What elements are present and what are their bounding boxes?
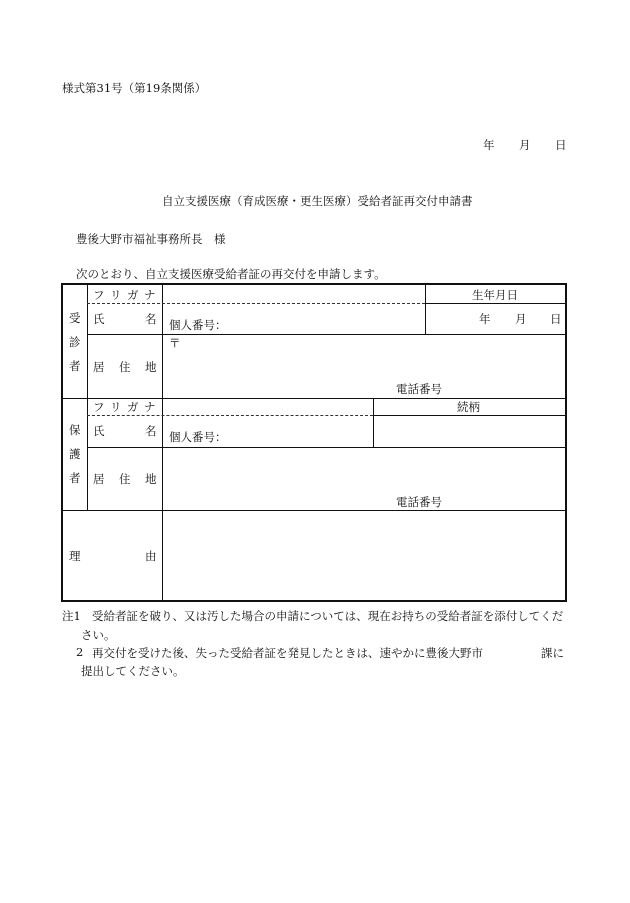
note2-prefix: 2 xyxy=(76,645,84,659)
patient-name-char-2: 名 xyxy=(145,312,157,326)
label-column-divider xyxy=(162,285,163,600)
patient-address-char-1: 居 xyxy=(93,360,105,374)
patient-address-char-2: 住 xyxy=(119,360,131,374)
patient-furigana-char-2: リ xyxy=(110,288,122,302)
guardian-furigana-char-4: ナ xyxy=(144,400,156,414)
patient-name-char-1: 氏 xyxy=(93,312,105,326)
guardian-furigana-line xyxy=(87,415,373,416)
guardian-mynumber-label: 個人番号： xyxy=(169,430,227,444)
guardian-name-char-2: 名 xyxy=(145,424,157,438)
patient-furigana-line xyxy=(87,303,425,304)
guardian-section-bottom-line xyxy=(63,510,565,511)
relation-label: 続柄 xyxy=(457,400,480,414)
patient-mynumber-label: 個人番号： xyxy=(169,318,227,332)
note2-line2: 提出してください。 xyxy=(81,664,185,678)
birth-day-label: 日 xyxy=(550,312,562,326)
patient-furigana-char-3: ガ xyxy=(127,288,139,302)
guardian-group-char-3: 者 xyxy=(69,471,81,485)
patient-phone-label: 電話番号 xyxy=(396,382,442,396)
patient-furigana-char-1: フ xyxy=(93,288,105,302)
document-title: 自立支援医療（育成医療・更生医療）受給者証再交付申請書 xyxy=(162,194,473,208)
patient-group-char-2: 診 xyxy=(69,335,81,349)
patient-group-char-1: 受 xyxy=(69,311,81,325)
birth-year-label: 年 xyxy=(479,312,491,326)
postal-mark: 〒 xyxy=(169,336,181,350)
note2-line1: 再交付を受けた後、失った受給者証を発見したときは、速やかに豊後大野市 xyxy=(92,646,483,660)
birth-month-label: 月 xyxy=(515,312,527,326)
guardian-phone-label: 電話番号 xyxy=(396,495,442,509)
date-month-label: 月 xyxy=(519,138,531,152)
reason-char-2: 由 xyxy=(145,549,157,563)
guardian-furigana-char-3: ガ xyxy=(127,400,139,414)
date-year-label: 年 xyxy=(483,138,495,152)
intro-text: 次のとおり、自立支援医療受給者証の再交付を申請します。 xyxy=(76,267,386,281)
addressee: 豊後大野市福祉事務所長 様 xyxy=(76,232,226,246)
note1-line2: さい。 xyxy=(81,628,116,642)
note1-line1: 受給者証を破り、又は汚した場合の申請については、現在お持ちの受給者証を添付してくだ xyxy=(92,609,564,623)
date-day-label: 日 xyxy=(555,138,567,152)
patient-furigana-char-4: ナ xyxy=(144,288,156,302)
application-form-table xyxy=(61,283,567,602)
note1-prefix: 注1 xyxy=(62,609,81,623)
guardian-address-char-1: 居 xyxy=(93,472,105,486)
note2-line1-end: 課に xyxy=(541,646,564,660)
guardian-address-char-3: 地 xyxy=(145,472,157,486)
reason-char-1: 理 xyxy=(69,549,81,563)
birthdate-header-line xyxy=(425,303,565,304)
guardian-name-char-1: 氏 xyxy=(93,424,105,438)
patient-name-bottom-line xyxy=(87,334,565,335)
birthdate-column-divider xyxy=(425,285,426,334)
guardian-name-bottom-line xyxy=(87,447,565,448)
patient-address-char-3: 地 xyxy=(145,360,157,374)
guardian-address-char-2: 住 xyxy=(119,472,131,486)
patient-group-char-3: 者 xyxy=(69,359,81,373)
guardian-furigana-char-1: フ xyxy=(93,400,105,414)
guardian-furigana-char-2: リ xyxy=(110,400,122,414)
guardian-group-char-2: 護 xyxy=(69,447,81,461)
relation-column-divider xyxy=(373,398,374,447)
form-number: 様式第31号（第19条関係） xyxy=(62,81,207,95)
birthdate-label: 生年月日 xyxy=(472,288,518,302)
guardian-group-char-1: 保 xyxy=(69,423,81,437)
relation-header-line xyxy=(373,415,565,416)
